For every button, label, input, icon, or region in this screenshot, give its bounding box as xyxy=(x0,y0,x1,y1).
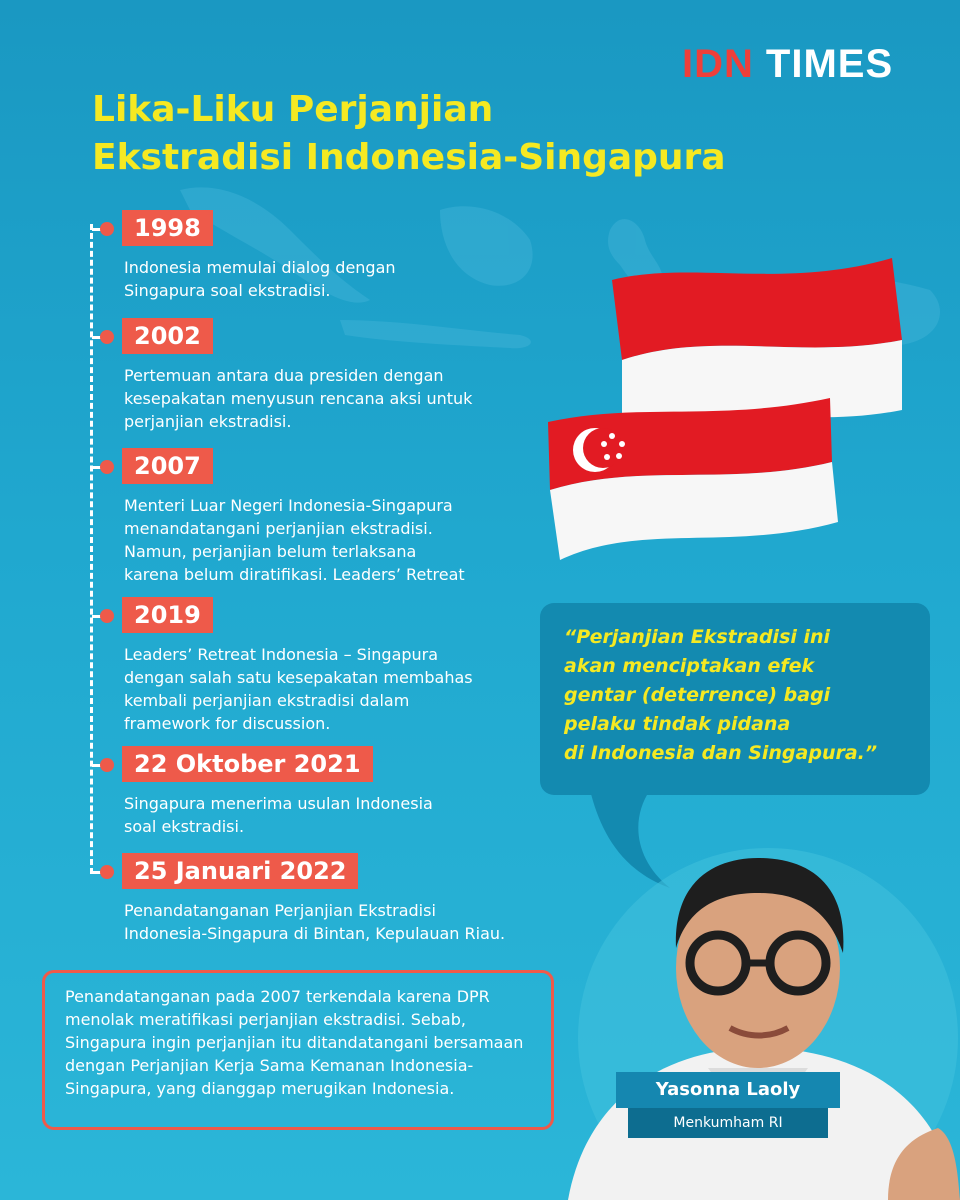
timeline-dot xyxy=(100,865,114,879)
timeline-description: Singapura menerima usulan Indonesia soal ekstradisi. xyxy=(124,794,433,836)
year-badge: 2019 xyxy=(122,597,213,633)
background-note: Penandatanganan pada 2007 terkendala karena DPR menolak meratifikasi perjanjian ekstradisi. Sebab, Singapura ingin perjanjian itu ditandatangani bersamaan dengan Perjanjian Kerja Sama Kemanan Indonesia-Singapura, yang dianggap merugikan Indonesia. xyxy=(42,970,554,1130)
idn-times-logo xyxy=(682,44,893,84)
timeline-dot xyxy=(100,609,114,623)
timeline-dot xyxy=(100,330,114,344)
quote-bubble: “Perjanjian Ekstradisi ini akan menciptakan efek gentar (deterrence) bagi pelaku tindak pidana di Indonesia dan Singapura.” xyxy=(540,603,930,795)
timeline-description: Leaders’ Retreat Indonesia – Singapura dengan salah satu kesepakatan membahas kembali perjanjian ekstradisi dalam framework for discussion. xyxy=(124,645,473,733)
logo-idn: IDN xyxy=(682,42,754,86)
timeline-dot xyxy=(100,222,114,236)
timeline-description: Menteri Luar Negeri Indonesia-Singapura menandatangani perjanjian ekstradisi. Namun, perjanjian belum terlaksana karena belum diratifikasi. Leaders’ Retreat xyxy=(124,496,465,584)
singapore-flag xyxy=(540,392,840,564)
year-badge: 25 Januari 2022 xyxy=(122,853,358,889)
page-title xyxy=(92,86,726,182)
speaker-name: Yasonna Laoly xyxy=(616,1072,840,1108)
speaker-portrait xyxy=(558,838,960,1200)
logo-times: TIMES xyxy=(765,42,894,86)
timeline-description: Indonesia memulai dialog dengan Singapura soal ekstradisi. xyxy=(124,258,396,300)
timeline-dot xyxy=(100,758,114,772)
year-badge: 22 Oktober 2021 xyxy=(122,746,373,782)
title-line-1: Lika-Liku Perjanjian xyxy=(92,89,494,130)
year-badge: 2007 xyxy=(122,448,213,484)
year-badge: 1998 xyxy=(122,210,213,246)
timeline-description: Penandatanganan Perjanjian Ekstradisi Indonesia-Singapura di Bintan, Kepulauan Riau. xyxy=(124,901,506,943)
timeline-dot xyxy=(100,460,114,474)
title-line-2: Ekstradisi Indonesia-Singapura xyxy=(92,137,726,178)
year-badge: 2002 xyxy=(122,318,213,354)
speaker-role: Menkumham RI xyxy=(628,1108,828,1138)
timeline-line xyxy=(90,224,93,874)
timeline-description: Pertemuan antara dua presiden dengan kesepakatan menyusun rencana aksi untuk perjanjian ekstradisi. xyxy=(124,366,473,431)
